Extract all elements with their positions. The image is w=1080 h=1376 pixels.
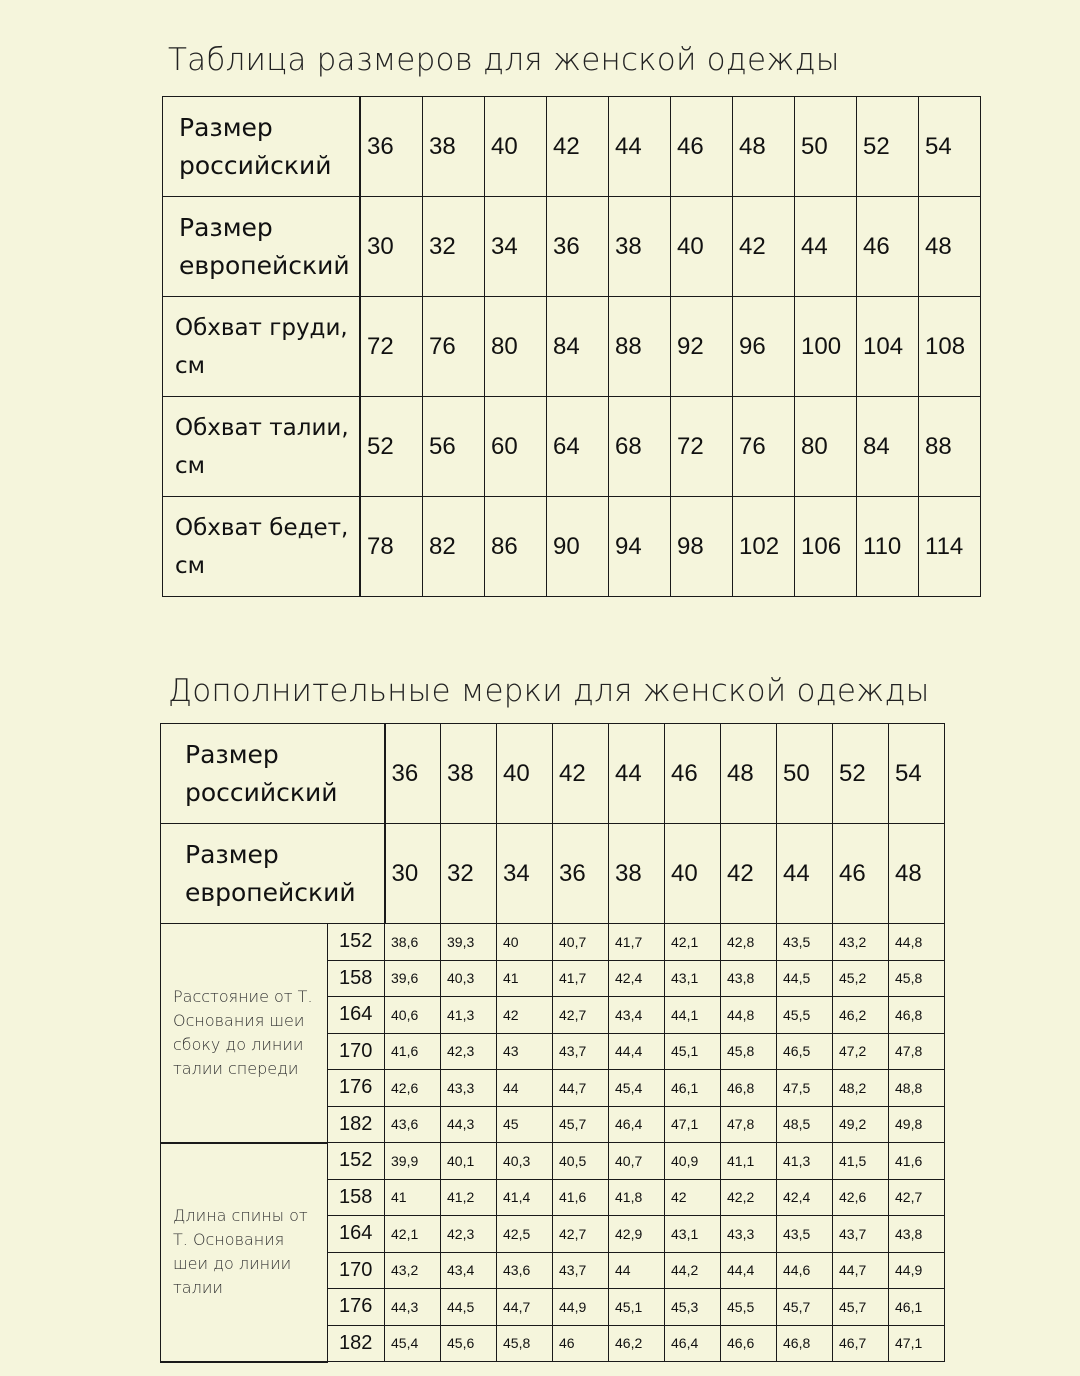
measurement-value: 42,2 <box>721 1179 777 1216</box>
measurement-value: 43,1 <box>665 1216 721 1253</box>
row-label: Размер российский <box>161 724 385 824</box>
size-value: 88 <box>609 297 671 397</box>
measurement-value: 44 <box>609 1252 665 1289</box>
size-value: 80 <box>485 297 547 397</box>
size-value: 42 <box>547 97 609 197</box>
size-value: 84 <box>547 297 609 397</box>
row-label: Размер российский <box>163 97 361 197</box>
size-value: 88 <box>919 397 981 497</box>
measurement-value: 43,2 <box>385 1252 441 1289</box>
table-row <box>163 97 981 197</box>
measurement-value: 43,3 <box>441 1070 497 1107</box>
row-label: Обхват талии, см <box>163 397 361 497</box>
size-value: 106 <box>795 497 857 597</box>
measurement-value: 43,1 <box>665 960 721 997</box>
measurement-value: 41,4 <box>497 1179 553 1216</box>
measurement-value: 43,6 <box>497 1252 553 1289</box>
measurement-value: 41,3 <box>777 1143 833 1180</box>
measurement-value: 43,4 <box>609 997 665 1034</box>
height-value: 182 <box>328 1106 385 1143</box>
size-value: 44 <box>777 824 833 924</box>
size-value: 44 <box>795 197 857 297</box>
measurement-group-label: Длина спины от Т. Основания шеи до линии талии <box>161 1143 328 1362</box>
table-row <box>163 297 981 397</box>
measurement-value: 45,7 <box>553 1106 609 1143</box>
size-value: 100 <box>795 297 857 397</box>
measurement-value: 46,1 <box>665 1070 721 1107</box>
measurement-value: 44,3 <box>441 1106 497 1143</box>
size-value: 46 <box>833 824 889 924</box>
measurement-value: 40,5 <box>553 1143 609 1180</box>
size-value: 98 <box>671 497 733 597</box>
measurement-value: 47,1 <box>665 1106 721 1143</box>
measurement-value: 46,4 <box>665 1325 721 1362</box>
measurement-value: 40,1 <box>441 1143 497 1180</box>
measurement-value: 42,7 <box>889 1179 945 1216</box>
size-value: 54 <box>919 97 981 197</box>
measurement-value: 43,6 <box>385 1106 441 1143</box>
size-value: 48 <box>889 824 945 924</box>
measurement-value: 49,8 <box>889 1106 945 1143</box>
table-row <box>163 497 981 597</box>
size-value: 92 <box>671 297 733 397</box>
size-table-title: Таблица размеров для женской одежды <box>168 42 840 78</box>
size-value: 36 <box>360 97 423 197</box>
measurement-value: 42,6 <box>385 1070 441 1107</box>
measurement-value: 41,8 <box>609 1179 665 1216</box>
measurement-value: 44,4 <box>609 1033 665 1070</box>
measurement-value: 42,1 <box>385 1216 441 1253</box>
measurement-value: 45,8 <box>497 1325 553 1362</box>
measurement-value: 41,1 <box>721 1143 777 1180</box>
size-value: 36 <box>385 724 441 824</box>
measurement-value: 45,7 <box>777 1289 833 1326</box>
table-row <box>161 924 945 961</box>
measurement-value: 41 <box>497 960 553 997</box>
measurement-value: 41 <box>385 1179 441 1216</box>
height-value: 176 <box>328 1070 385 1107</box>
size-value: 82 <box>423 497 485 597</box>
size-value: 110 <box>857 497 919 597</box>
size-value: 56 <box>423 397 485 497</box>
size-value: 34 <box>485 197 547 297</box>
measurement-value: 47,8 <box>889 1033 945 1070</box>
measurement-value: 42,3 <box>441 1216 497 1253</box>
measurement-value: 43,2 <box>833 924 889 961</box>
row-label: Обхват груди, см <box>163 297 361 397</box>
measurement-value: 42,7 <box>553 997 609 1034</box>
measurement-value: 45,4 <box>609 1070 665 1107</box>
measurement-value: 41,2 <box>441 1179 497 1216</box>
size-value: 50 <box>795 97 857 197</box>
size-value: 36 <box>547 197 609 297</box>
size-value: 46 <box>665 724 721 824</box>
measurement-value: 45,1 <box>665 1033 721 1070</box>
measurement-value: 43,3 <box>721 1216 777 1253</box>
measurement-value: 39,6 <box>385 960 441 997</box>
measurement-value: 43,4 <box>441 1252 497 1289</box>
measurement-value: 46,6 <box>721 1325 777 1362</box>
measurement-value: 40,7 <box>553 924 609 961</box>
measurement-value: 43,8 <box>721 960 777 997</box>
measurement-value: 47,8 <box>721 1106 777 1143</box>
size-value: 80 <box>795 397 857 497</box>
measurement-value: 44,8 <box>889 924 945 961</box>
size-value: 96 <box>733 297 795 397</box>
measurement-value: 46,2 <box>833 997 889 1034</box>
size-value: 72 <box>360 297 423 397</box>
size-value: 52 <box>857 97 919 197</box>
size-value: 94 <box>609 497 671 597</box>
measurement-value: 45,5 <box>721 1289 777 1326</box>
measurement-value: 44,9 <box>889 1252 945 1289</box>
measurement-value: 43,7 <box>553 1033 609 1070</box>
measurement-value: 44,7 <box>497 1289 553 1326</box>
row-label: Размер европейский <box>163 197 361 297</box>
size-value: 40 <box>671 197 733 297</box>
measurement-value: 43,7 <box>833 1216 889 1253</box>
measurement-value: 41,3 <box>441 997 497 1034</box>
measurement-value: 40 <box>497 924 553 961</box>
size-value: 48 <box>721 724 777 824</box>
measurement-value: 42,1 <box>665 924 721 961</box>
table-row <box>161 1143 945 1180</box>
measurement-value: 43,8 <box>889 1216 945 1253</box>
measurement-value: 40,7 <box>609 1143 665 1180</box>
height-value: 158 <box>328 960 385 997</box>
size-value: 48 <box>919 197 981 297</box>
measurement-value: 49,2 <box>833 1106 889 1143</box>
extra-measurements-table <box>160 723 945 1363</box>
size-value: 72 <box>671 397 733 497</box>
size-value: 46 <box>671 97 733 197</box>
height-value: 176 <box>328 1289 385 1326</box>
measurement-value: 41,7 <box>553 960 609 997</box>
size-value: 40 <box>665 824 721 924</box>
size-value: 48 <box>733 97 795 197</box>
measurement-value: 42,5 <box>497 1216 553 1253</box>
measurement-value: 40,6 <box>385 997 441 1034</box>
measurement-value: 46,7 <box>833 1325 889 1362</box>
measurement-value: 44,3 <box>385 1289 441 1326</box>
size-value: 54 <box>889 724 945 824</box>
size-table <box>162 96 981 597</box>
measurement-value: 42,7 <box>553 1216 609 1253</box>
measurement-value: 45,1 <box>609 1289 665 1326</box>
measurement-value: 44,6 <box>777 1252 833 1289</box>
size-value: 44 <box>609 97 671 197</box>
measurement-value: 46 <box>553 1325 609 1362</box>
size-value: 38 <box>609 824 665 924</box>
measurement-value: 41,6 <box>553 1179 609 1216</box>
measurement-value: 46,4 <box>609 1106 665 1143</box>
measurement-value: 44,4 <box>721 1252 777 1289</box>
table-row <box>161 824 945 924</box>
measurement-value: 45,3 <box>665 1289 721 1326</box>
measurement-value: 47,1 <box>889 1325 945 1362</box>
table-row <box>163 197 981 297</box>
size-value: 34 <box>497 824 553 924</box>
measurement-value: 42,9 <box>609 1216 665 1253</box>
size-value: 84 <box>857 397 919 497</box>
measurement-value: 42 <box>497 997 553 1034</box>
measurement-value: 44,5 <box>441 1289 497 1326</box>
measurement-group-label: Расстояние от Т. Основания шеи сбоку до линии талии спереди <box>161 924 328 1143</box>
size-value: 38 <box>423 97 485 197</box>
measurement-value: 42,4 <box>609 960 665 997</box>
measurement-value: 45,4 <box>385 1325 441 1362</box>
size-value: 104 <box>857 297 919 397</box>
measurement-value: 40,3 <box>441 960 497 997</box>
size-value: 60 <box>485 397 547 497</box>
measurement-value: 42,8 <box>721 924 777 961</box>
height-value: 158 <box>328 1179 385 1216</box>
measurement-value: 42 <box>665 1179 721 1216</box>
table-row <box>163 397 981 497</box>
measurement-value: 46,8 <box>721 1070 777 1107</box>
measurement-value: 47,2 <box>833 1033 889 1070</box>
size-value: 42 <box>553 724 609 824</box>
measurement-value: 47,5 <box>777 1070 833 1107</box>
measurement-value: 42,6 <box>833 1179 889 1216</box>
size-value: 32 <box>423 197 485 297</box>
size-value: 46 <box>857 197 919 297</box>
measurement-value: 45,6 <box>441 1325 497 1362</box>
measurement-value: 38,6 <box>385 924 441 961</box>
size-value: 64 <box>547 397 609 497</box>
measurement-value: 48,2 <box>833 1070 889 1107</box>
size-value: 40 <box>497 724 553 824</box>
size-value: 52 <box>833 724 889 824</box>
size-value: 76 <box>423 297 485 397</box>
measurement-value: 41,7 <box>609 924 665 961</box>
size-value: 86 <box>485 497 547 597</box>
measurement-value: 44,7 <box>833 1252 889 1289</box>
size-value: 108 <box>919 297 981 397</box>
size-value: 102 <box>733 497 795 597</box>
size-value: 78 <box>360 497 423 597</box>
height-value: 170 <box>328 1252 385 1289</box>
measurement-value: 43,5 <box>777 1216 833 1253</box>
height-value: 164 <box>328 1216 385 1253</box>
height-value: 170 <box>328 1033 385 1070</box>
measurement-value: 45,5 <box>777 997 833 1034</box>
size-value: 36 <box>553 824 609 924</box>
measurement-value: 46,2 <box>609 1325 665 1362</box>
row-label: Обхват бедет, см <box>163 497 361 597</box>
height-value: 152 <box>328 1143 385 1180</box>
size-value: 114 <box>919 497 981 597</box>
measurement-value: 44,5 <box>777 960 833 997</box>
measurement-value: 44 <box>497 1070 553 1107</box>
height-value: 182 <box>328 1325 385 1362</box>
size-value: 50 <box>777 724 833 824</box>
measurement-value: 48,8 <box>889 1070 945 1107</box>
measurement-value: 39,3 <box>441 924 497 961</box>
size-value: 44 <box>609 724 665 824</box>
row-label: Размер европейский <box>161 824 385 924</box>
size-value: 30 <box>360 197 423 297</box>
measurement-value: 43,7 <box>553 1252 609 1289</box>
measurement-value: 45 <box>497 1106 553 1143</box>
height-value: 164 <box>328 997 385 1034</box>
size-value: 40 <box>485 97 547 197</box>
measurement-value: 40,3 <box>497 1143 553 1180</box>
size-value: 90 <box>547 497 609 597</box>
size-value: 38 <box>441 724 497 824</box>
measurement-value: 44,8 <box>721 997 777 1034</box>
extra-measurements-title: Дополнительные мерки для женской одежды <box>168 673 930 709</box>
size-value: 32 <box>441 824 497 924</box>
measurement-value: 48,5 <box>777 1106 833 1143</box>
measurement-value: 45,2 <box>833 960 889 997</box>
measurement-value: 41,6 <box>385 1033 441 1070</box>
measurement-value: 39,9 <box>385 1143 441 1180</box>
size-value: 52 <box>360 397 423 497</box>
size-value: 42 <box>733 197 795 297</box>
measurement-value: 44,1 <box>665 997 721 1034</box>
size-value: 68 <box>609 397 671 497</box>
measurement-value: 46,8 <box>777 1325 833 1362</box>
size-value: 30 <box>385 824 441 924</box>
table-row <box>161 724 945 824</box>
measurement-value: 43,5 <box>777 924 833 961</box>
measurement-value: 46,1 <box>889 1289 945 1326</box>
height-value: 152 <box>328 924 385 961</box>
size-value: 76 <box>733 397 795 497</box>
measurement-value: 41,5 <box>833 1143 889 1180</box>
measurement-value: 45,8 <box>721 1033 777 1070</box>
measurement-value: 43 <box>497 1033 553 1070</box>
measurement-value: 45,7 <box>833 1289 889 1326</box>
measurement-value: 45,8 <box>889 960 945 997</box>
measurement-value: 46,5 <box>777 1033 833 1070</box>
measurement-value: 44,7 <box>553 1070 609 1107</box>
size-value: 42 <box>721 824 777 924</box>
measurement-value: 46,8 <box>889 997 945 1034</box>
measurement-value: 44,9 <box>553 1289 609 1326</box>
measurement-value: 44,2 <box>665 1252 721 1289</box>
size-value: 38 <box>609 197 671 297</box>
measurement-value: 40,9 <box>665 1143 721 1180</box>
measurement-value: 41,6 <box>889 1143 945 1180</box>
measurement-value: 42,3 <box>441 1033 497 1070</box>
measurement-value: 42,4 <box>777 1179 833 1216</box>
